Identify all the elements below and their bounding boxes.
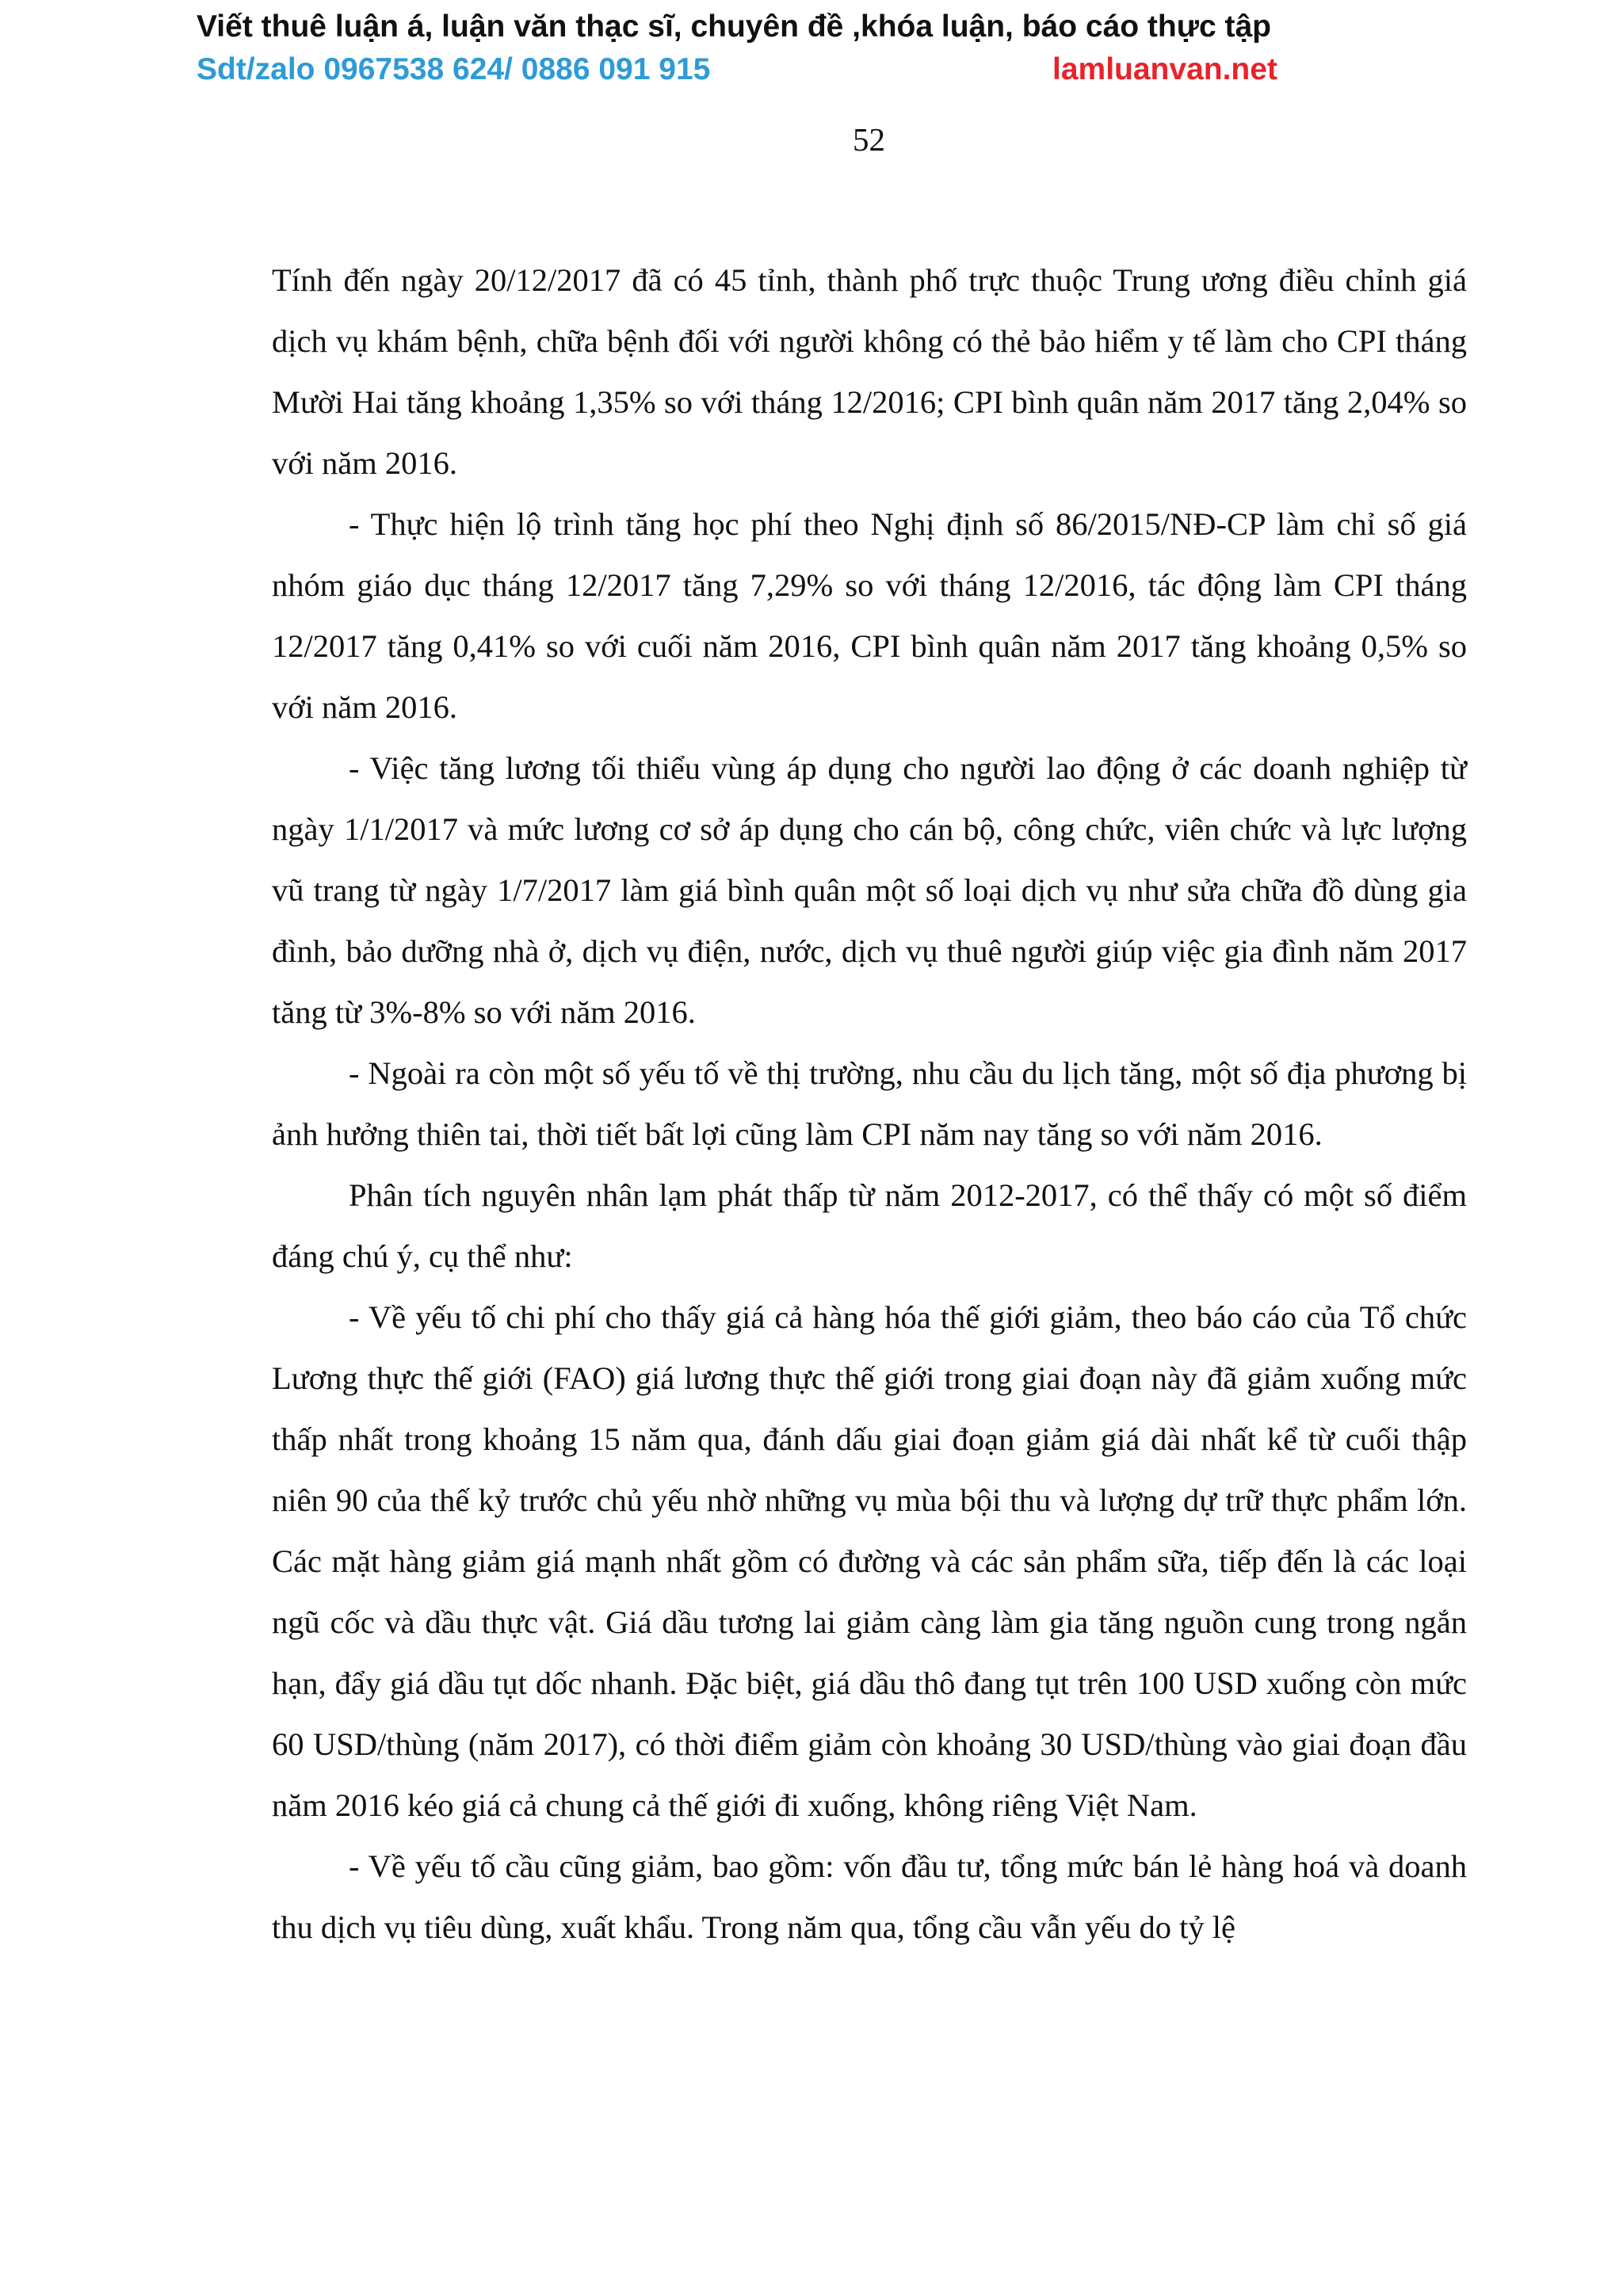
paragraph: Phân tích nguyên nhân lạm phát thấp từ năm 2012-2017, có thể thấy có một số điểm đáng chú ý, cụ thể như: [272, 1177, 1467, 1274]
header-phone: Sdt/zalo 0967538 624/ 0886 091 915 [197, 52, 711, 86]
page-header [197, 6, 1385, 92]
paragraph: - Thực hiện lộ trình tăng học phí theo Nghị định số 86/2015/NĐ-CP làm chỉ số giá nhóm giáo dục tháng 12/2017 tăng 7,29% so với tháng 12/2016, tác động làm CPI tháng 12/2017 tăng 0,41% so với cuối năm 2016, CPI bình quân năm 2017 tăng khoảng 0,5% so với năm 2016. [272, 506, 1467, 725]
paragraph: - Việc tăng lương tối thiểu vùng áp dụng cho người lao động ở các doanh nghiệp từ ngày 1/1/2017 và mức lương cơ sở áp dụng cho cán bộ, công chức, viên chức và lực lượng vũ trang từ ngày 1/7/2017 làm giá bình quân một số loại dịch vụ như sửa chữa đồ dùng gia đình, bảo dưỡng nhà ở, dịch vụ điện, nước, dịch vụ thuê người giúp việc gia đình năm 2017 tăng từ 3%-8% so với năm 2016. [272, 750, 1467, 1030]
header-website: lamluanvan.net [1052, 52, 1277, 86]
header-title: Viết thuê luận á, luận văn thạc sĩ, chuyên đề ,khóa luận, báo cáo thực tập [197, 10, 1271, 44]
header-contact-row [197, 48, 1385, 92]
paragraph: Tính đến ngày 20/12/2017 đã có 45 tỉnh, thành phố trực thuộc Trung ương điều chỉnh giá dịch vụ khám bệnh, chữa bệnh đối với người không có thẻ bảo hiểm y tế làm cho CPI tháng Mười Hai tăng khoảng 1,35% so với tháng 12/2016; CPI bình quân năm 2017 tăng 2,04% so với năm 2016. [272, 262, 1467, 481]
document-body [272, 250, 1467, 1958]
paragraph: - Về yếu tố chi phí cho thấy giá cả hàng hóa thế giới giảm, theo báo cáo của Tổ chức Lương thực thế giới (FAO) giá lương thực thế giới trong giai đoạn này đã giảm xuống mức thấp nhất trong khoảng 15 năm qua, đánh dấu giai đoạn giảm giá dài nhất kể từ cuối thập niên 90 của thế kỷ trước chủ yếu nhờ những vụ mùa bội thu và lượng dự trữ thực phẩm lớn. Các mặt hàng giảm giá mạnh nhất gồm có đường và các sản phẩm sữa, tiếp đến là các loại ngũ cốc và dầu thực vật. Giá dầu tương lai giảm càng làm gia tăng nguồn cung trong ngắn hạn, đẩy giá dầu tụt dốc nhanh. Đặc biệt, giá dầu thô đang tụt trên 100 USD xuống còn mức 60 USD/thùng (năm 2017), có thời điểm giảm còn khoảng 30 USD/thùng vào giai đoạn đầu năm 2016 kéo giá cả chung cả thế giới đi xuống, không riêng Việt Nam. [272, 1299, 1467, 1823]
page-number: 52 [853, 121, 885, 158]
paragraph: - Ngoài ra còn một số yếu tố về thị trường, nhu cầu du lịch tăng, một số địa phương bị ảnh hưởng thiên tai, thời tiết bất lợi cũng làm CPI năm nay tăng so với năm 2016. [272, 1055, 1467, 1152]
paragraph: - Về yếu tố cầu cũng giảm, bao gồm: vốn đầu tư, tổng mức bán lẻ hàng hoá và doanh thu dịch vụ tiêu dùng, xuất khẩu. Trong năm qua, tổng cầu vẫn yếu do tỷ lệ [272, 1848, 1467, 1945]
